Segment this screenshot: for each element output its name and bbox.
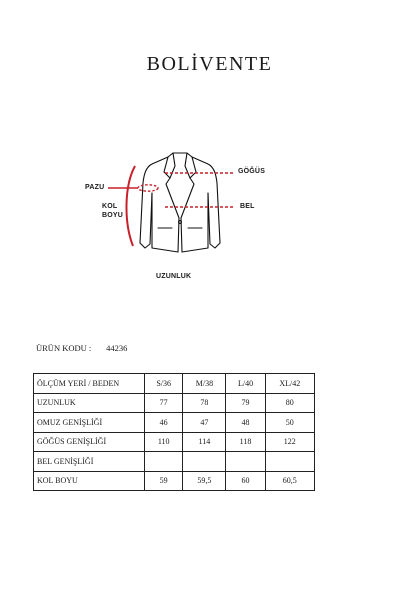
label-pazu: PAZU xyxy=(85,184,105,191)
row-label: GÖĞÜS GENİŞLİĞİ xyxy=(34,432,145,452)
brand-logo: BOLİVENTE xyxy=(146,53,273,75)
table-cell: 77 xyxy=(145,393,183,413)
product-code-value: 44236 xyxy=(106,343,128,353)
table-header-row xyxy=(34,374,315,394)
table-cell: 48 xyxy=(226,413,265,433)
label-gogus: GÖĞÜS xyxy=(238,168,266,175)
header-cell: L/40 xyxy=(226,374,265,394)
row-label: UZUNLUK xyxy=(34,393,145,413)
table-cell: 122 xyxy=(265,432,314,452)
table-cell: 80 xyxy=(265,393,314,413)
table-row xyxy=(34,393,315,413)
header-cell: S/36 xyxy=(145,374,183,394)
table-cell: 47 xyxy=(183,413,226,433)
label-kol: KOL xyxy=(102,203,118,210)
label-boyu: BOYU xyxy=(102,212,124,219)
table-cell xyxy=(265,452,314,472)
table-cell: 60 xyxy=(226,471,265,491)
table-cell: 46 xyxy=(145,413,183,433)
table-row xyxy=(34,452,315,472)
row-label: KOL BOYU xyxy=(34,471,145,491)
label-bel: BEL xyxy=(240,203,255,210)
product-code-label: ÜRÜN KODU : xyxy=(36,343,92,353)
row-label: BEL GENİŞLİĞİ xyxy=(34,452,145,472)
table-cell: 59 xyxy=(145,471,183,491)
table-cell xyxy=(145,452,183,472)
size-chart-table xyxy=(33,373,315,491)
table-cell: 78 xyxy=(183,393,226,413)
jacket-measurement-diagram xyxy=(80,148,280,288)
table-cell: 79 xyxy=(226,393,265,413)
header-cell: ÖLÇÜM YERİ / BEDEN xyxy=(34,374,145,394)
row-label: OMUZ GENİŞLİĞİ xyxy=(34,413,145,433)
table-row xyxy=(34,432,315,452)
header-cell: M/38 xyxy=(183,374,226,394)
table-cell: 110 xyxy=(145,432,183,452)
label-uzunluk: UZUNLUK xyxy=(156,273,192,280)
table-cell: 118 xyxy=(226,432,265,452)
table-cell: 60,5 xyxy=(265,471,314,491)
table-cell: 59,5 xyxy=(183,471,226,491)
table-row xyxy=(34,471,315,491)
table-cell xyxy=(226,452,265,472)
table-cell: 50 xyxy=(265,413,314,433)
table-row xyxy=(34,413,315,433)
product-code xyxy=(36,343,127,353)
table-cell: 114 xyxy=(183,432,226,452)
header-cell: XL/42 xyxy=(265,374,314,394)
table-cell xyxy=(183,452,226,472)
